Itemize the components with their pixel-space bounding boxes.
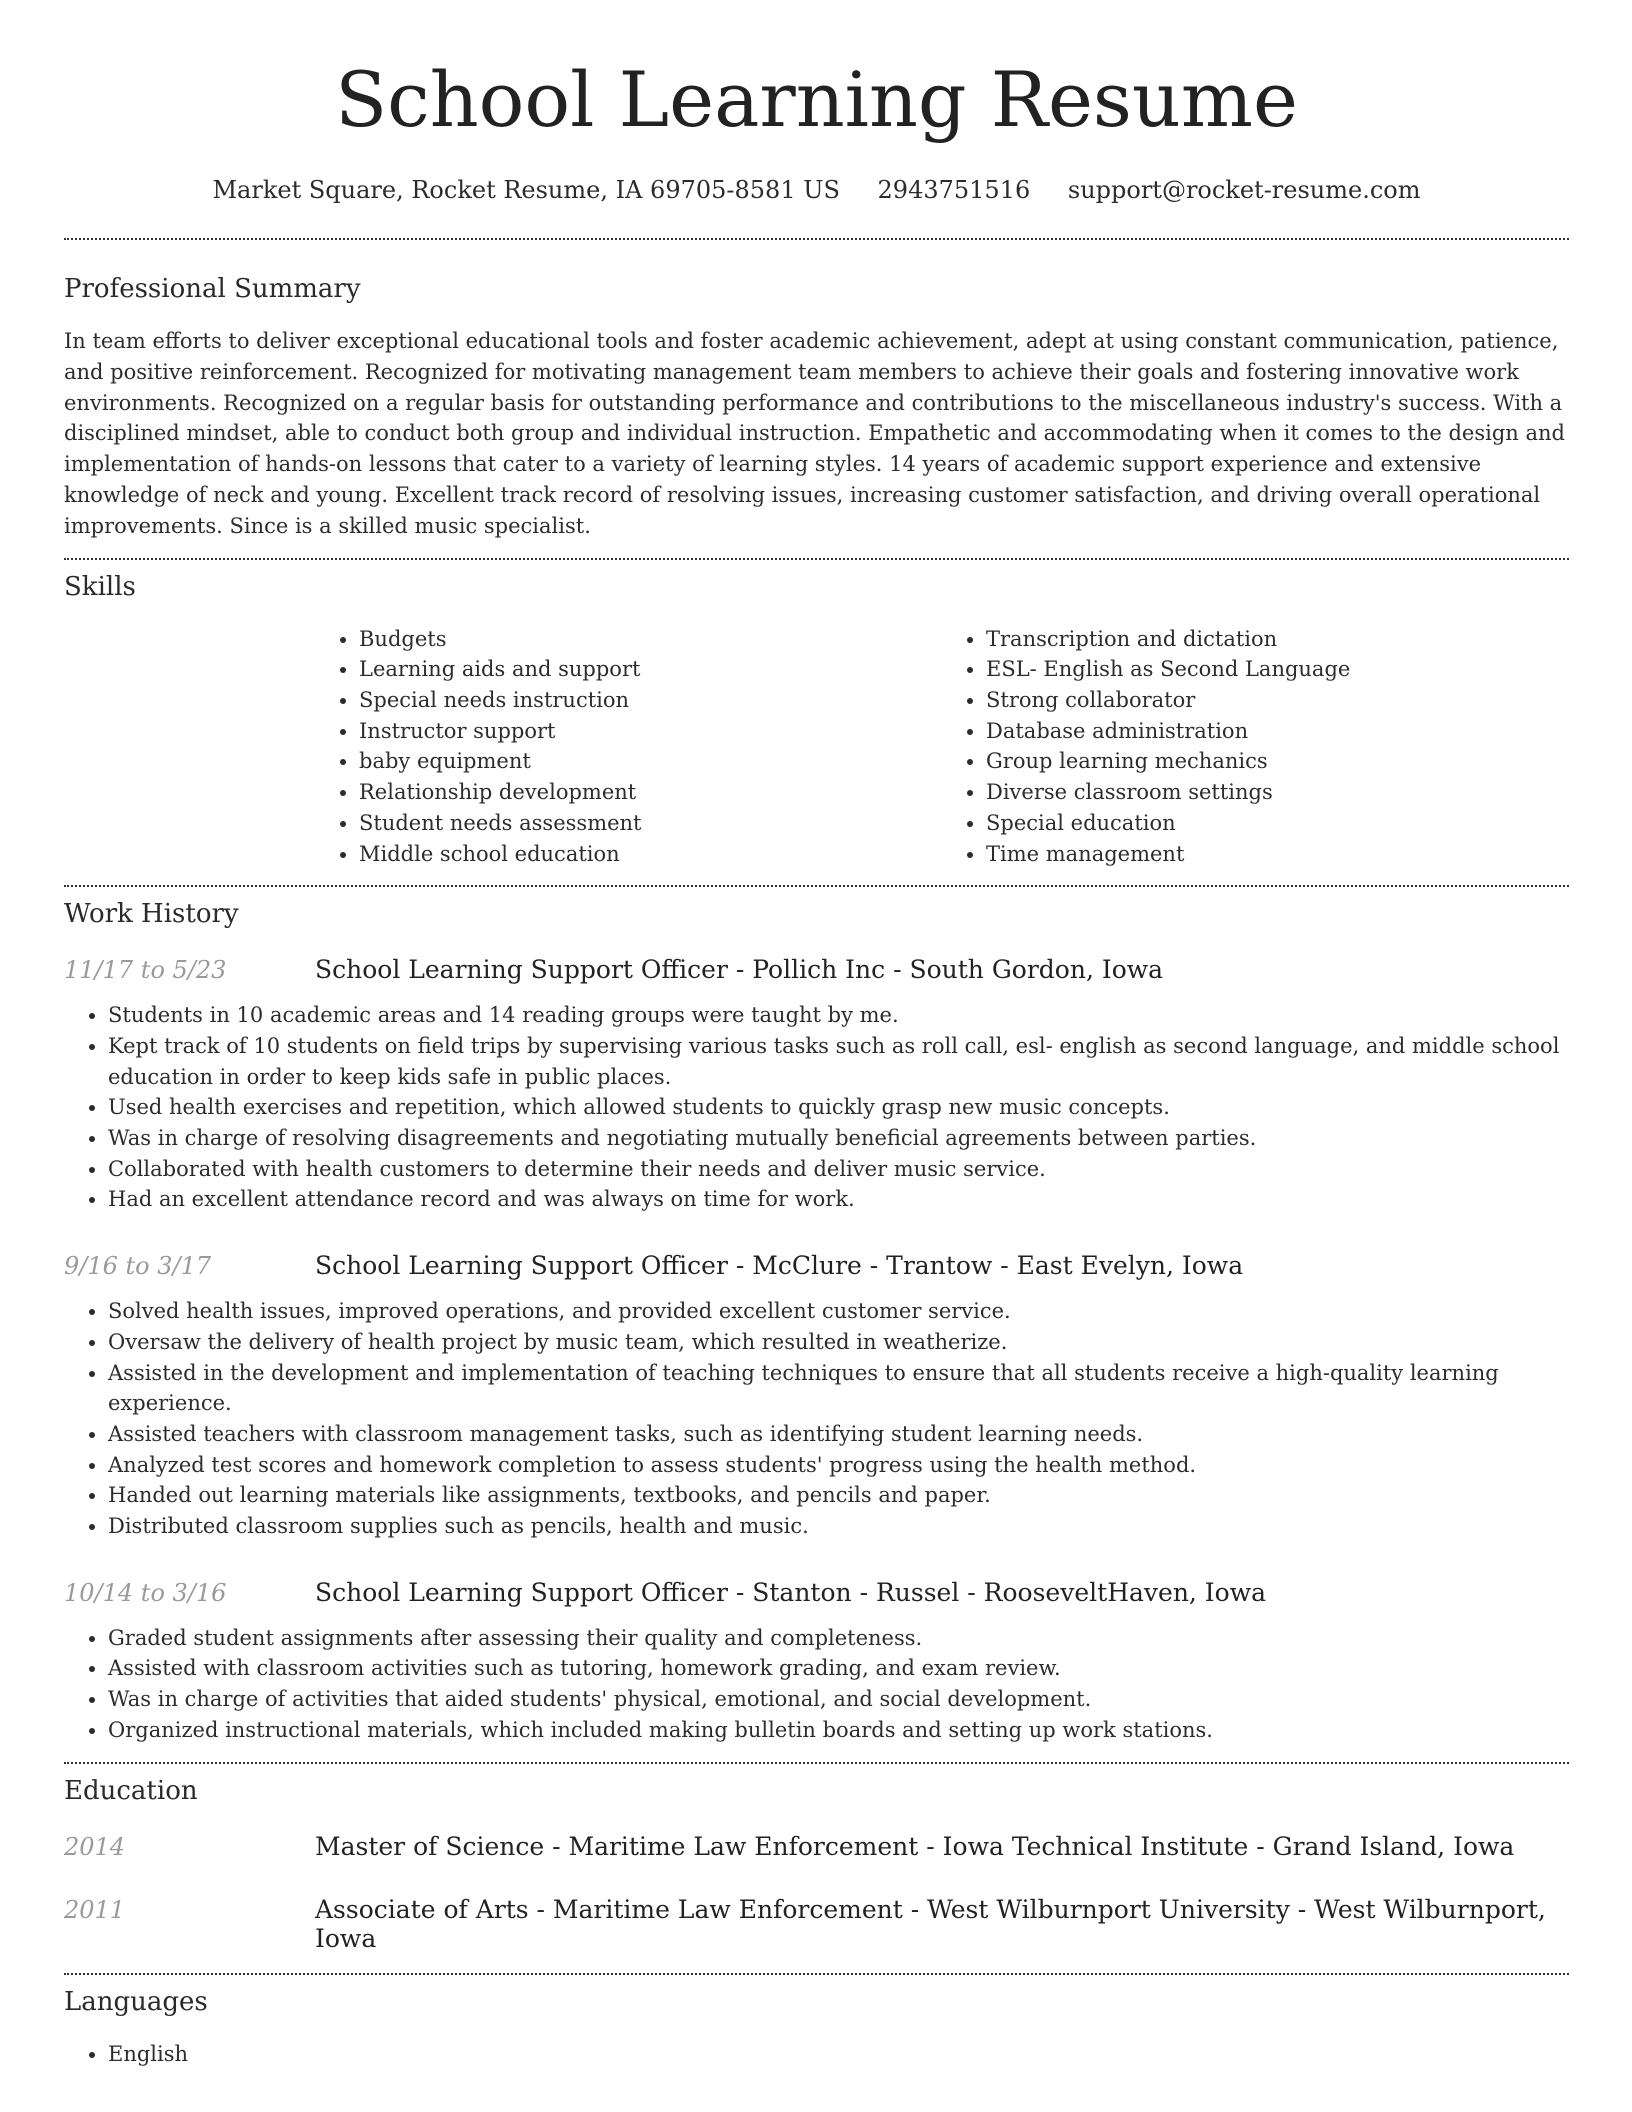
- job-dates: 9/16 to 3/17: [64, 1252, 212, 1281]
- job-bullet: • Oversaw the delivery of health project by music team, which resulted in weatherize.: [108, 1327, 1569, 1358]
- section-divider: [64, 558, 1569, 560]
- skill-item: • Diverse classroom settings: [986, 777, 1569, 808]
- skills-column-left: [315, 624, 942, 870]
- job-bullet: • Students in 10 academic areas and 14 reading groups were taught by me.: [108, 1000, 1569, 1031]
- skills-list: [315, 624, 1569, 870]
- job-bullet: • Was in charge of activities that aided students' physical, emotional, and social development.: [108, 1684, 1569, 1715]
- job-header: [64, 1578, 1569, 1607]
- job-title: School Learning Support Officer - Pollich Inc - South Gordon, Iowa: [315, 955, 1164, 985]
- languages-list: [64, 2039, 1569, 2070]
- work-heading: Work History: [64, 899, 239, 930]
- summary-heading: Professional Summary: [64, 274, 361, 304]
- summary-text: In team efforts to deliver exceptional educational tools and foster academic achievement, adept at using constant communication, patience, and positive reinforcement. Recognized for motivating management team members to achieve their goals and fostering innovative work environments. Recognized on a regular basis for outstanding performance and contributions to the miscellaneous industry's success. With a disciplined mindset, able to conduct both group and individual instruction. Empathetic and accommodating when it comes to the design and implementation of hands-on lessons that cater to a variety of learning styles. 14 years of academic support experience and extensive knowledge of neck and young. Excellent track record of resolving issues, increasing customer satisfaction, and driving overall operational improvements. Since is a skilled music specialist.: [64, 329, 1565, 538]
- job-entry: [64, 1578, 1569, 1746]
- job-bullet: • Solved health issues, improved operations, and provided excellent customer service.: [108, 1296, 1569, 1327]
- language-item: • English: [108, 2039, 1569, 2070]
- education-year: 2014: [64, 1832, 126, 1861]
- skill-item: • Middle school education: [359, 839, 942, 870]
- address: Market Square, Rocket Resume, IA 69705-8581 US: [212, 176, 840, 204]
- job-bullet: • Assisted with classroom activities such as tutoring, homework grading, and exam review.: [108, 1653, 1569, 1684]
- job-bullet: • Used health exercises and repetition, which allowed students to quickly grasp new music concepts.: [108, 1092, 1569, 1123]
- job-bullet: • Organized instructional materials, which included making bulletin boards and setting up work stations.: [108, 1715, 1569, 1746]
- education-year: 2011: [64, 1895, 126, 1924]
- education-degree: Master of Science - Maritime Law Enforcement - Iowa Technical Institute - Grand Island, Iowa: [315, 1831, 1515, 1861]
- job-dates: 10/14 to 3/16: [64, 1578, 227, 1607]
- job-bullet: • Assisted in the development and implementation of teaching techniques to ensure that all students receive a high-quality learning experience.: [108, 1358, 1569, 1419]
- contact-line: [64, 176, 1569, 204]
- job-header: [64, 1251, 1569, 1280]
- languages-heading: Languages: [64, 1986, 208, 2017]
- skill-item: • Special needs instruction: [359, 685, 942, 716]
- job-bullets: [64, 1623, 1569, 1746]
- skill-item: • Transcription and dictation: [986, 624, 1569, 655]
- job-dates: 11/17 to 5/23: [64, 956, 227, 985]
- skill-item: • Student needs assessment: [359, 808, 942, 839]
- job-bullet: • Had an excellent attendance record and was always on time for work.: [108, 1184, 1569, 1215]
- job-bullet: • Handed out learning materials like assignments, textbooks, and pencils and paper.: [108, 1480, 1569, 1511]
- job-entry: [64, 1251, 1569, 1542]
- skill-item: • Database administration: [986, 716, 1569, 747]
- job-title: School Learning Support Officer - McClure - Trantow - East Evelyn, Iowa: [315, 1251, 1244, 1281]
- education-heading: Education: [64, 1775, 198, 1806]
- skill-item: • Instructor support: [359, 716, 942, 747]
- skill-item: • Group learning mechanics: [986, 746, 1569, 777]
- section-divider: [64, 885, 1569, 887]
- job-bullet: • Distributed classroom supplies such as pencils, health and music.: [108, 1511, 1569, 1542]
- section-divider: [64, 238, 1569, 240]
- skill-item: • Learning aids and support: [359, 654, 942, 685]
- education-degree: Associate of Arts - Maritime Law Enforcement - West Wilburnport University - West Wilburnport, Iowa: [315, 1894, 1546, 1953]
- phone: 2943751516: [877, 176, 1031, 204]
- skills-heading: Skills: [64, 571, 136, 602]
- job-header: [64, 955, 1569, 984]
- email: support@rocket-resume.com: [1067, 176, 1421, 204]
- job-entry: [64, 955, 1569, 1215]
- section-divider: [64, 1762, 1569, 1764]
- job-bullet: • Kept track of 10 students on field trips by supervising various tasks such as roll call, esl- english as second language, and middle school education in order to keep kids safe in public places.: [108, 1031, 1569, 1092]
- section-divider: [64, 1973, 1569, 1975]
- skill-item: • Relationship development: [359, 777, 942, 808]
- job-bullet: • Collaborated with health customers to determine their needs and deliver music service.: [108, 1154, 1569, 1185]
- education-entry: [64, 1895, 1569, 1953]
- job-bullets: [64, 1000, 1569, 1215]
- resume-title: School Learning Resume: [335, 55, 1298, 144]
- skills-column-right: [942, 624, 1569, 870]
- skill-item: • Time management: [986, 839, 1569, 870]
- education-entry: [64, 1832, 1569, 1861]
- skill-item: • Special education: [986, 808, 1569, 839]
- job-bullet: • Was in charge of resolving disagreements and negotiating mutually beneficial agreements between parties.: [108, 1123, 1569, 1154]
- job-bullet: • Analyzed test scores and homework completion to assess students' progress using the health method.: [108, 1450, 1569, 1481]
- skill-item: • ESL- English as Second Language: [986, 654, 1569, 685]
- skill-item: • Budgets: [359, 624, 942, 655]
- skill-item: • Strong collaborator: [986, 685, 1569, 716]
- resume-page: [64, 0, 1569, 2069]
- skill-item: • baby equipment: [359, 746, 942, 777]
- job-bullet: • Assisted teachers with classroom management tasks, such as identifying student learning needs.: [108, 1419, 1569, 1450]
- job-title: School Learning Support Officer - Stanton - Russel - RooseveltHaven, Iowa: [315, 1577, 1267, 1607]
- job-bullet: • Graded student assignments after assessing their quality and completeness.: [108, 1623, 1569, 1654]
- job-bullets: [64, 1296, 1569, 1542]
